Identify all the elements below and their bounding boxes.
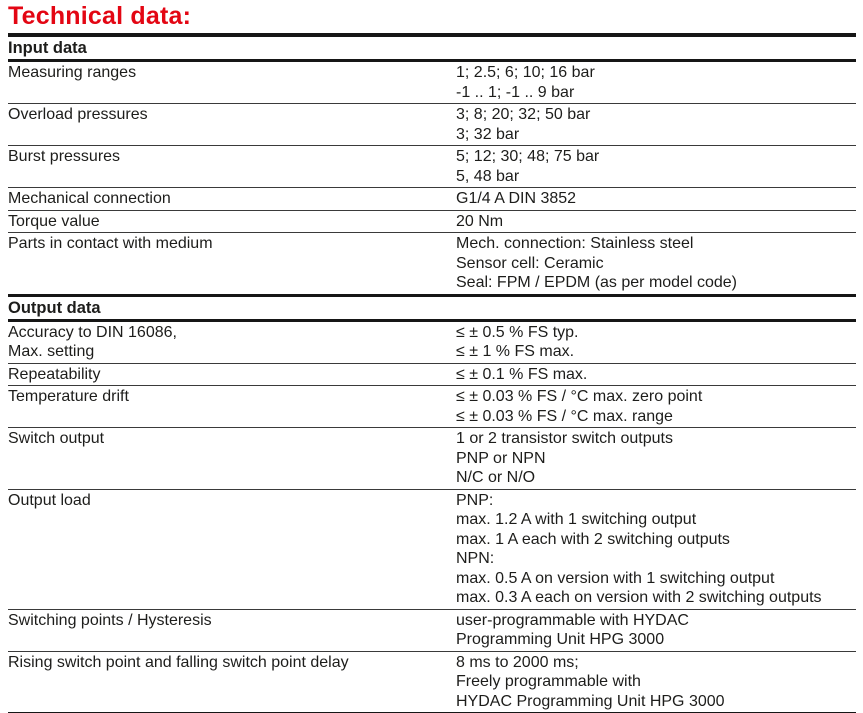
row-value-line: ≤ ± 0.03 % FS / °C max. zero point [456, 388, 703, 405]
row-label [8, 323, 456, 362]
row-value-line: ≤ ± 1 % FS max. [456, 343, 575, 360]
row-label [8, 653, 456, 712]
table-row-switching-points-hysteresis [8, 609, 856, 651]
row-label-line: Parts in contact with medium [8, 235, 213, 252]
row-value-line: max. 1.2 A with 1 switching output [456, 511, 697, 528]
row-value-line: max. 0.5 A on version with 1 switching output [456, 569, 775, 587]
row-value [456, 323, 856, 362]
row-label-line: Burst pressures [8, 148, 121, 165]
section-output-data [8, 294, 856, 713]
table-row-output-load [8, 489, 856, 609]
row-label [8, 189, 456, 209]
row-value-line: max. 0.3 A each on version with 2 switching outputs [456, 589, 822, 606]
row-label [8, 234, 456, 293]
section-header-output-data: Output data [8, 294, 856, 322]
row-value-line: Seal: FPM / EPDM (as per model code) [456, 274, 737, 291]
row-value-line: 5; 12; 30; 48; 75 bar [456, 148, 600, 165]
row-value [456, 491, 856, 608]
row-label-line: Overload pressures [8, 106, 148, 123]
row-value [456, 387, 856, 426]
row-value [456, 234, 856, 293]
table-row-torque-value [8, 210, 856, 233]
row-label-line: Accuracy to DIN 16086, [8, 323, 177, 341]
technical-data-table [8, 33, 856, 713]
row-value [456, 63, 856, 102]
table-row-switch-point-delay [8, 651, 856, 713]
row-value-line: -1 .. 1; -1 .. 9 bar [456, 83, 575, 101]
row-value-line: 20 Nm [456, 212, 504, 230]
row-value-line: 1; 2.5; 6; 10; 16 bar [456, 64, 595, 81]
row-label-line: Switching points / Hysteresis [8, 611, 212, 629]
row-value-line: Mech. connection: Stainless steel [456, 235, 694, 252]
table-row-temperature-drift [8, 385, 856, 427]
row-value-line: 1 or 2 transistor switch outputs [456, 430, 673, 447]
row-value-line: Freely programmable with [456, 673, 641, 690]
row-label-line: Mechanical connection [8, 190, 171, 207]
table-row-mechanical-connection [8, 187, 856, 210]
section-header-input-data: Input data [8, 37, 856, 62]
row-value-line: N/C or N/O [456, 469, 536, 486]
table-row-switch-output [8, 427, 856, 489]
row-value-line: PNP: [456, 491, 494, 509]
row-value [456, 189, 856, 209]
row-value-line: NPN: [456, 550, 495, 567]
row-label [8, 105, 456, 144]
row-label-line: Rising switch point and falling switch point delay [8, 653, 349, 671]
row-label [8, 611, 456, 650]
row-value-line: ≤ ± 0.5 % FS typ. [456, 323, 579, 341]
row-value [456, 105, 856, 144]
row-value-line: Programming Unit HPG 3000 [456, 631, 665, 648]
row-label-line: Max. setting [8, 343, 95, 360]
row-label [8, 429, 456, 488]
row-label-line: Measuring ranges [8, 64, 137, 81]
row-value-line: HYDAC Programming Unit HPG 3000 [456, 692, 725, 710]
row-value-line: user-programmable with HYDAC [456, 611, 689, 629]
table-row-parts-in-contact-with-medium [8, 232, 856, 294]
row-label [8, 147, 456, 186]
row-value-line: 3; 32 bar [456, 125, 520, 143]
row-label [8, 212, 456, 232]
row-value [456, 212, 856, 232]
row-value-line: ≤ ± 0.1 % FS max. [456, 365, 588, 383]
row-value-line: ≤ ± 0.03 % FS / °C max. range [456, 407, 673, 425]
row-value [456, 147, 856, 186]
row-label-line: Torque value [8, 212, 100, 230]
row-value [456, 429, 856, 488]
row-value-line: 5, 48 bar [456, 167, 520, 185]
row-value-line: Sensor cell: Ceramic [456, 254, 604, 272]
row-value-line: max. 1 A each with 2 switching outputs [456, 530, 730, 548]
row-value-line: 8 ms to 2000 ms; [456, 653, 579, 671]
row-label-line: Repeatability [8, 365, 101, 383]
table-row-burst-pressures [8, 145, 856, 187]
row-value-line: 3; 8; 20; 32; 50 bar [456, 106, 591, 123]
row-label-line: Switch output [8, 430, 105, 447]
table-row-measuring-ranges [8, 62, 856, 103]
row-label [8, 387, 456, 426]
table-row-accuracy [8, 322, 856, 363]
row-label-line: Output load [8, 491, 91, 509]
row-label [8, 63, 456, 102]
row-value [456, 653, 856, 712]
page-title: Technical data: [8, 2, 192, 30]
row-label [8, 365, 456, 385]
table-row-repeatability [8, 363, 856, 386]
row-value-line: PNP or NPN [456, 449, 546, 467]
row-value-line: G1/4 A DIN 3852 [456, 190, 577, 207]
section-input-data [8, 37, 856, 294]
table-row-overload-pressures [8, 103, 856, 145]
row-label [8, 491, 456, 608]
row-value [456, 611, 856, 650]
row-label-line: Temperature drift [8, 388, 129, 405]
row-value [456, 365, 856, 385]
